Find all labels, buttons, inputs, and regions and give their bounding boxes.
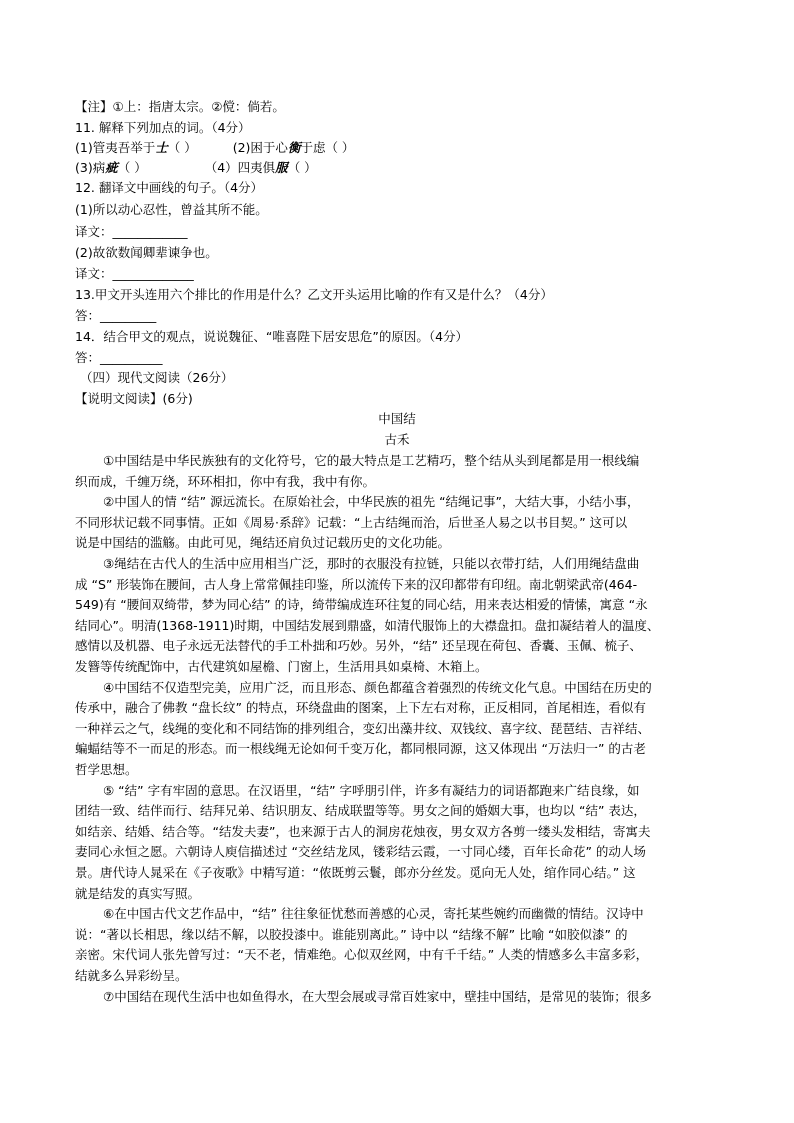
q11-item-2-dotted-word: 衡	[287, 140, 301, 155]
article-line: 发簪等传统配饰中，古代建筑如屋檐、门窗上，生活用具如桌椅、木箱上。	[75, 659, 488, 674]
question-11-stem: 11. 解释下列加点的词。（4分）	[75, 120, 251, 135]
article-line: ②中国人的情 “结” 源远流长。在原始社会，中华民族的祖先 “结绳记事”，大结大事，小结小事，	[103, 494, 640, 510]
article-line: 感情以及机器、电子永远无法替代的手工朴拙和巧妙。另外，“结” 还呈现在荷包、香囊、玉佩、梳子、	[75, 638, 642, 654]
question-13-answer: 答：_________	[75, 308, 157, 323]
q11-item-4-text: （4）四夷俱	[204, 160, 276, 175]
article-line: 549)有 “腰间双绮带，梦为同心结” 的诗，绮带编成连环往复的同心结，用来表达相爱的情愫，寓意 “永	[75, 597, 648, 613]
question-14-answer: 答：__________	[75, 350, 163, 365]
article-line: 亲密。宋代词人张先曾写过：“天不老，情难绝。心似双丝网，中有千千结。” 人类的情感多么丰富多彩，	[75, 947, 649, 963]
annotation-note: 【注】①上：指唐太宗。②傥：倘若。	[75, 99, 285, 114]
article-line: ⑦中国结在现代生活中也如鱼得水，在大型会展或寻常百姓家中，壁挂中国结，是常见的装饰；很多	[103, 988, 652, 1004]
question-13-stem: 13.甲文开头连用六个排比的作用是什么？乙文开头运用比喻的作有又是什么？（4分）	[75, 287, 553, 302]
article-line: ⑤ “结” 字有牢固的意思。在汉语里，“结” 字呼朋引伴，许多有凝结力的词语都跑来广结良缘，如	[103, 782, 640, 798]
q11-item-2-rest: 于虑（ ）	[300, 140, 355, 155]
q11-item-2-text: (2)困于心	[232, 140, 288, 155]
section-4-heading: （四）现代文阅读（26分）	[80, 370, 234, 385]
article-line: 如结亲、结婚、结合等。“结发夫妻”，也来源于古人的洞房花烛夜，男女双方各剪一缕头发相结，寄寓夫	[75, 823, 651, 839]
article-line: 成 “S” 形装饰在腰间，古人身上常常佩挂印鉴，所以流传下来的汉印都带有印纽。南北朝梁武帝(464-	[75, 576, 638, 592]
article-line: 妻同心永恒之愿。六朝诗人庾信描述过 “交丝结龙凤，镂彩结云霞，一寸同心缕，百年长命花” 的动人场	[75, 844, 646, 860]
article-line: 景。唐代诗人晁采在《子夜歌》中精写道：“侬既剪云鬟，郎亦分丝发。觅向无人处，绾作同心结。” 这	[75, 865, 636, 880]
article-line: ⑥在中国古代文艺作品中，“结” 往往象征忧愁而善感的心灵，寄托某些婉约而幽微的情结。汉诗中	[103, 906, 644, 922]
q11-item-1-dotted-word: 士	[155, 140, 168, 155]
article-line: 就是结发的真实写照。	[75, 885, 201, 901]
article-line: ④中国结不仅造型完美，应用广泛，而且形态、颜色都蕴含着强烈的传统文化气息。中国结在历史的	[103, 679, 652, 695]
q11-item-3-text: (3)病	[75, 160, 106, 175]
article-author: 古禾	[384, 432, 410, 447]
article-line: 织而成，千缠万绕，环环相扣，你中有我，我中有你。	[75, 473, 376, 489]
article-line: 传承中，融合了佛教 “盘长纹” 的特点，环绕盘曲的图案，上下左右对称，正反相同，首尾相连，看似有	[75, 700, 646, 716]
q11-item-4-dotted-word: 服	[275, 160, 288, 175]
article-line: 哲学思想。	[75, 762, 138, 777]
article-line: 说是中国结的滥觞。由此可见，绳结还肩负过记载历史的文化功能。	[75, 535, 451, 551]
q11-item-1-blank: （ ）	[167, 140, 197, 155]
question-12-sentence-2: (2)故欲数闻卿辈谏争也。	[75, 245, 218, 260]
article-line: ①中国结是中华民族独有的文化符号，它的最大特点是工艺精巧，整个结从头到尾都是用一根线编	[103, 453, 640, 468]
question-12-sentence-1: (1)所以动心忍性，曾益其所不能。	[75, 202, 268, 217]
question-11-row-1	[75, 138, 354, 158]
q11-item-3-dotted-word: 疵	[105, 160, 118, 175]
question-12-translation-1: 译文：____________	[75, 224, 188, 239]
article-line: 说：“著以长相思，缘以结不解，以胶投漆中。谁能别离此。” 诗中以 “结缘不解” 比喻 “如胶似漆” 的	[75, 926, 628, 942]
question-14-stem: 14．结合甲文的观点，说说魏征、“唯喜陛下居安思危”的原因。（4分）	[75, 329, 469, 344]
question-11-row-2	[75, 158, 317, 178]
q11-item-4-rest: （ ）	[287, 160, 317, 175]
question-12-stem: 12. 翻译文中画线的句子。（4分）	[75, 180, 264, 195]
expository-heading: 【说明文阅读】(6分)	[75, 391, 193, 406]
question-12-translation-2: 译文：_____________	[75, 266, 194, 281]
article-line: 蝙蝠结等不一而足的形态。而一根线绳无论如何千变万化，都同根同源，这又体现出 “万法归一” 的古老	[75, 741, 646, 757]
article-line: 结就多么异彩纷呈。	[75, 968, 188, 983]
q11-item-3-rest: （ ）	[117, 160, 147, 175]
article-line: 结同心”。明清(1368-1911)时期，中国结发展到鼎盛，如清代服饰上的大襟盘扣。盘扣凝结着人的温度、	[75, 617, 660, 633]
article-line: 团结一致、结伴而行、结拜兄弟、结识朋友、结成联盟等等。男女之间的婚姻大事，也均以 “结” 表达，	[75, 803, 646, 819]
article-title: 中国结	[378, 411, 416, 426]
article-line: 一种祥云之气，线绳的变化和不同结饰的排列组合，变幻出藻井纹、双钱纹、喜字纹、琵琶结、吉祥结、	[75, 720, 651, 736]
q11-item-1-text: (1)管夷吾举于	[75, 140, 156, 155]
article-line: ③绳结在古代人的生活中应用相当广泛，那时的衣服没有拉链，只能以衣带打结，人们用绳结盘曲	[103, 556, 640, 571]
article-line: 不同形状记载不同事情。正如《周易·系辞》记载：“上古结绳而治，后世圣人易之以书目契。” 这可以	[75, 514, 628, 530]
